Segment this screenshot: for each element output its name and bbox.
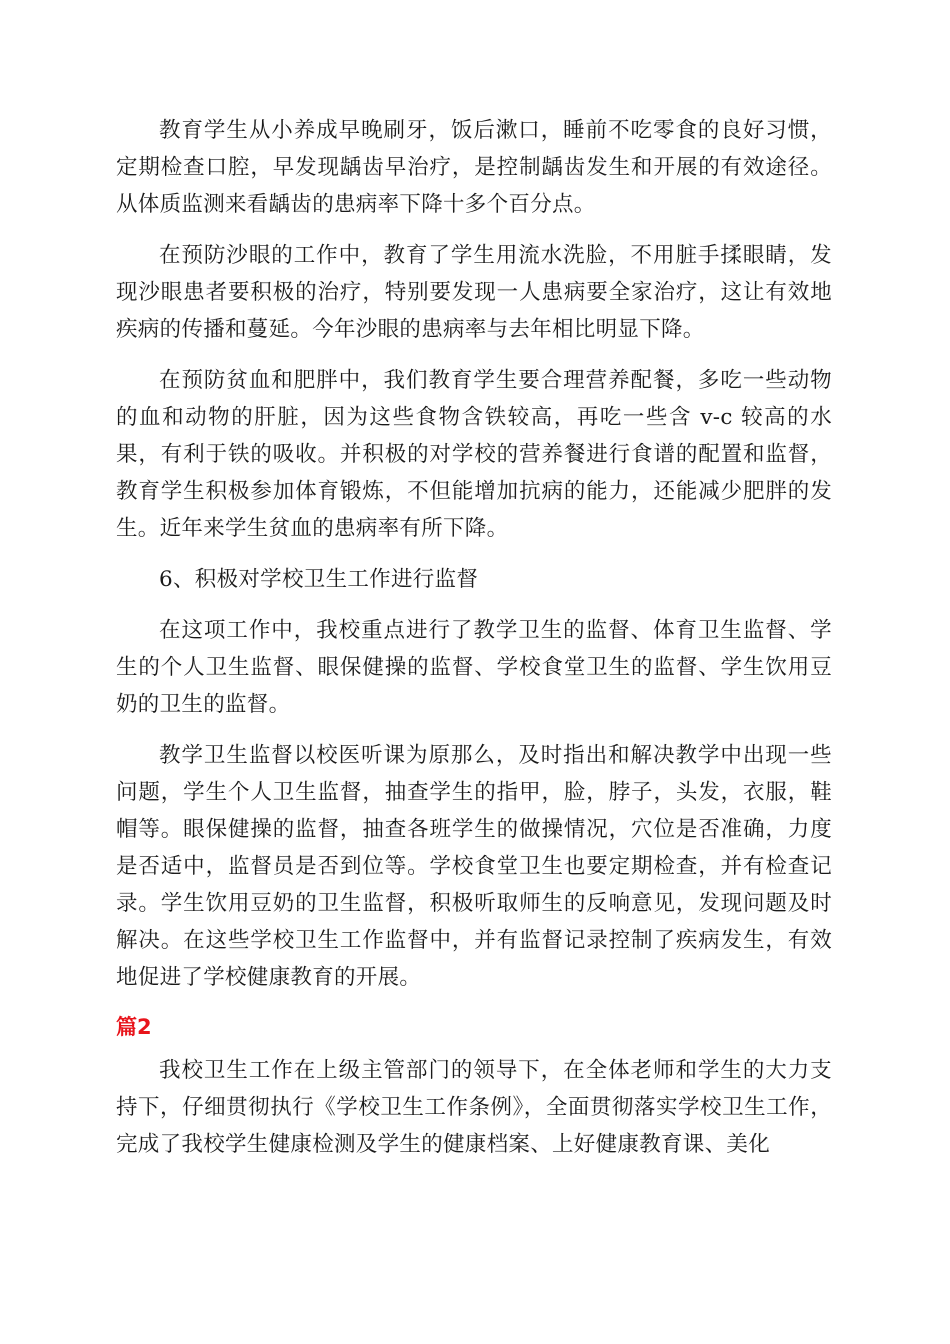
paragraph-supervision-details: 教学卫生监督以校医听课为原那么，及时指出和解决教学中出现一些问题，学生个人卫生监督，抽查学生的指甲，脸，脖子，头发，衣服，鞋帽等。眼保健操的监督，抽查各班学生的做操情况，穴位是否准确，力度是否适中，监督员是否到位等。学校食堂卫生也要定期检查，并有检查记录。学生饮用豆奶的卫生监督，积极听取师生的反响意见，发现问题及时解决。在这些学校卫生工作监督中，并有监督记录控制了疾病发生，有效地促进了学校健康教育的开展。: [116, 743, 832, 990]
section-title: 篇2: [116, 1015, 152, 1039]
item-heading-supervision: 6、积极对学校卫生工作进行监督: [159, 567, 479, 592]
paragraph-supervision-scope: 在这项工作中，我校重点进行了教学卫生的监督、体育卫生监督、学生的个人卫生监督、眼保健操的监督、学校食堂卫生的监督、学生饮用豆奶的卫生的监督。: [116, 618, 832, 717]
paragraph-anemia-obesity: 在预防贫血和肥胖中，我们教育学生要合理营养配餐，多吃一些动物的血和动物的肝脏，因为这些食物含铁较高，再吃一些含 v-c 较高的水果，有利于铁的吸收。并积极的对学校的营养餐进行食谱的配置和监督，教育学生积极参加体育锻炼，不但能增加抗病的能力，还能减少肥胖的发生。近年来学生贫血的患病率有所下降。: [116, 368, 832, 541]
paragraph-section-intro: 我校卫生工作在上级主管部门的领导下，在全体老师和学生的大力支持下，仔细贯彻执行《学校卫生工作条例》，全面贯彻落实学校卫生工作，完成了我校学生健康检测及学生的健康档案、上好健康教育课、美化: [116, 1058, 832, 1157]
paragraph-dental-care: 教育学生从小养成早晚刷牙，饭后漱口，睡前不吃零食的良好习惯，定期检查口腔，早发现龋齿早治疗，是控制龋齿发生和开展的有效途径。从体质监测来看龋齿的患病率下降十多个百分点。: [116, 118, 832, 217]
paragraph-trachoma-prevention: 在预防沙眼的工作中，教育了学生用流水洗脸，不用脏手揉眼睛，发现沙眼患者要积极的治疗，特别要发现一人患病要全家治疗，这让有效地疾病的传播和蔓延。今年沙眼的患病率与去年相比明显下降。: [116, 243, 832, 342]
document-body: [116, 112, 832, 1177]
